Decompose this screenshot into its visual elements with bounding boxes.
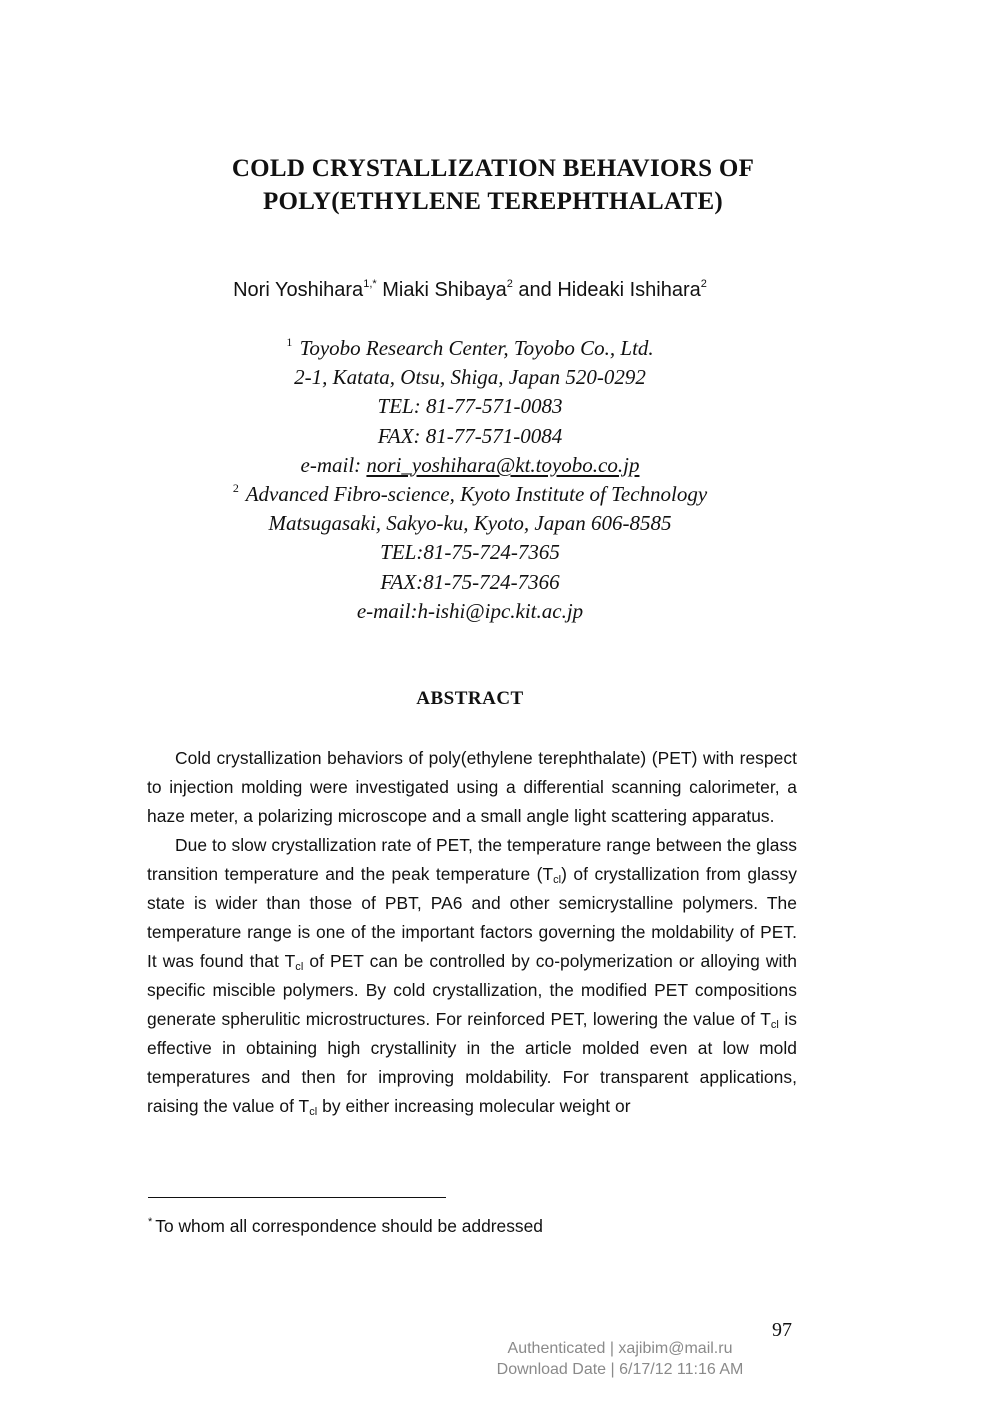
affiliation-mark: 2 bbox=[232, 481, 239, 496]
footnote-divider bbox=[148, 1197, 446, 1198]
email-label: e-mail: bbox=[356, 598, 418, 623]
tcl-symbol bbox=[760, 1009, 779, 1029]
author-list bbox=[0, 275, 940, 305]
author-name: Nori Yoshihara bbox=[233, 279, 364, 301]
affiliation-name-text: Advanced Fibro-science, Kyoto Institute of Technology bbox=[245, 482, 708, 507]
footnote bbox=[148, 1213, 543, 1239]
symbol-subscript: cl bbox=[553, 874, 562, 886]
symbol-subscript: cl bbox=[770, 1019, 779, 1031]
abstract-heading: ABSTRACT bbox=[416, 688, 524, 709]
affiliation-mark: 1 bbox=[286, 335, 293, 349]
affiliation-name-text: Toyobo Research Center, Toyobo Co., Ltd. bbox=[299, 336, 654, 360]
affiliations bbox=[0, 334, 940, 626]
affiliation-2-fax: FAX:81-75-724-7366 bbox=[380, 569, 560, 594]
author-affil-mark: 2 bbox=[700, 278, 707, 290]
affiliation-2-email bbox=[0, 597, 940, 626]
footnote-text: To whom all correspondence should be addressed bbox=[155, 1216, 543, 1236]
tcl-symbol bbox=[285, 951, 304, 971]
affiliation-1-address: 2-1, Katata, Otsu, Shiga, Japan 520-0292 bbox=[294, 365, 646, 390]
affiliation-1-tel: TEL: 81-77-571-0083 bbox=[377, 394, 563, 419]
abstract-paragraph-1: Cold crystallization behaviors of poly(ethylene terephthalate) (PET) with respect to injection molding were investigated using a differential scanning calorimeter, a haze meter, a polarizing microscope and a small angle light scattering apparatus. bbox=[147, 748, 797, 826]
affiliation-2-tel: TEL:81-75-724-7365 bbox=[380, 540, 560, 565]
author-name: Miaki Shibaya bbox=[382, 279, 507, 301]
email-label: e-mail: bbox=[300, 452, 367, 477]
affiliation-2-address: Matsugasaki, Sakyo-ku, Kyoto, Japan 606-8585 bbox=[268, 511, 672, 536]
author-affil-mark: 2 bbox=[506, 278, 513, 290]
paragraph-text: of PET can be controlled by co-polymerization or alloying with specific miscible polymers. By cold crystallization, the modified PET compositions generate spherulitic microstructures. For reinforced PET, lowering the value of bbox=[147, 951, 797, 1029]
watermark-line-1: Authenticated | xajibim@mail.ru bbox=[507, 1340, 733, 1357]
abstract-paragraph-2 bbox=[147, 831, 797, 1121]
affiliation-2-name bbox=[0, 480, 940, 509]
tcl-symbol bbox=[542, 864, 561, 884]
symbol-letter: T bbox=[284, 951, 296, 971]
affiliation-1-name bbox=[0, 334, 940, 363]
affiliation-1-fax: FAX: 81-77-571-0084 bbox=[377, 423, 563, 448]
symbol-subscript: cl bbox=[295, 961, 304, 973]
title-line-1: COLD CRYSTALLIZATION BEHAVIORS OF bbox=[231, 155, 755, 182]
title-line-2: POLY(ETHYLENE TEREPHTHALATE) bbox=[262, 188, 724, 215]
symbol-letter: T bbox=[760, 1009, 771, 1029]
email-link[interactable]: nori_yoshihara@kt.toyobo.co.jp bbox=[366, 452, 640, 477]
watermark-line-2: Download Date | 6/17/12 11:16 AM bbox=[496, 1361, 744, 1378]
page-number: 97 bbox=[772, 1319, 792, 1341]
symbol-letter: T bbox=[298, 1096, 310, 1116]
download-watermark bbox=[470, 1338, 770, 1380]
corresponding-mark: ,* bbox=[369, 278, 377, 290]
author-affil-mark: 1 bbox=[363, 278, 370, 290]
symbol-subscript: cl bbox=[309, 1106, 318, 1118]
author-connector: and bbox=[518, 279, 552, 301]
paragraph-text: Due to slow crystallization rate of PET, the temperature range between the glass transition temperature and the peak temperature ( bbox=[147, 835, 797, 884]
tcl-symbol bbox=[299, 1096, 318, 1116]
paragraph-text: ) of crystallization from glassy state is wider than those of PBT, PA6 and other semicrystalline polymers. The temperature range is one of the important factors governing the moldability of PET. It was found that bbox=[147, 864, 797, 971]
affiliation-1-email bbox=[0, 451, 940, 480]
symbol-letter: T bbox=[542, 864, 554, 884]
footnote-mark: * bbox=[148, 1216, 153, 1228]
paragraph-text: is effective in obtaining high crystallinity in the article molded even at low mold temperatures and then for improving moldability. For transparent applications, raising the value of bbox=[147, 1009, 798, 1116]
paper-title bbox=[0, 152, 986, 218]
email-address: h-ishi@ipc.kit.ac.jp bbox=[417, 598, 584, 623]
paragraph-text: by either increasing molecular weight or bbox=[317, 1096, 631, 1116]
abstract-body bbox=[147, 744, 797, 1121]
author-name: Hideaki Ishihara bbox=[557, 279, 701, 301]
